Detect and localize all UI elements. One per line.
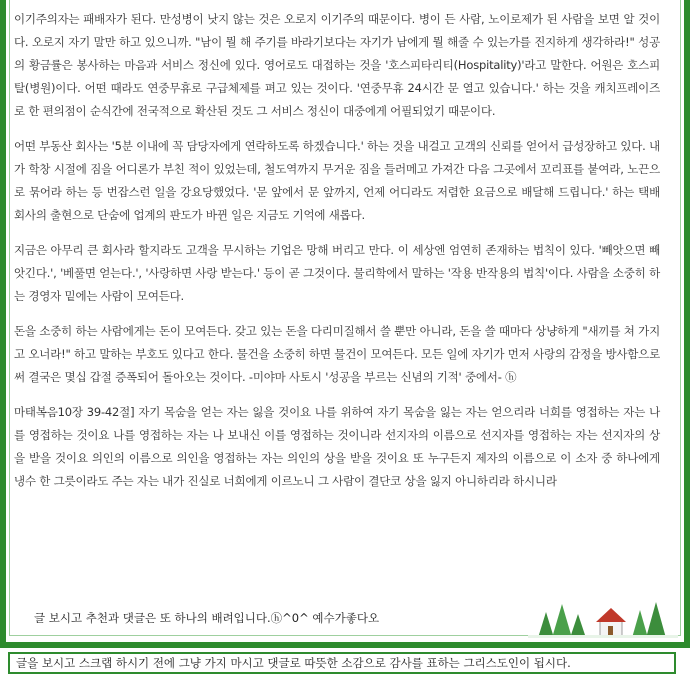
house-icon: [596, 608, 626, 636]
paragraph-4: 돈을 소중히 하는 사람에게는 돈이 모여든다. 갖고 있는 돈을 다리미질해서 쓸 뿐만 아니라, 돈을 쓸 때마다 상냥하게 "새끼를 쳐 가지고 오너라!" 하고 말하는 부호도 있다고 한다. 물건을 소중히 하면 물건이 모여든다. 모든 일에 자기가 먼저 사랑의 감정을 방사함으로써 결국은 몇십 갑절 증폭되어 돌아오는 것이다. -미야마 사토시 '성공을 부르는 신념의 기적' 중에서- ⓗ: [14, 324, 660, 384]
pine-tree-icon: [552, 604, 572, 638]
paragraph-1: 이기주의자는 패배자가 된다. 만성병이 낫지 않는 것은 오로지 이기주의 때문이다. 병이 든 사람, 노이로제가 된 사람을 보면 알 것이다. 오로지 자기 말만 하고 있으니까. "남이 뭘 해 주기를 바라기보다는 자기가 남에게 뭘 해줄 수 있는가를 진지하게 생각하라!" 성공의 황금률은 봉사하는 마음과 서비스 정신에 있다. 영어로도 대접하는 것을 '호스피타리티(Hospitality)'라고 말한다. 어원은 호스피탈(병원)이다. 어떤 때라도 연중무휴로 구급체제를 펴고 있는 것이다. '연중무휴 24시간 문 열고 있습니다.' 하는 것을 캐치프레이즈로 한 편의점이 순식간에 전국적으로 확산된 것도 그 서비스 정신이 대중에게 어필되었기 때문이다.: [14, 12, 661, 118]
paragraph-2: 어떤 부동산 회사는 '5분 이내에 꼭 담당자에게 연락하도록 하겠습니다.' 하는 것을 내걸고 고객의 신뢰를 얻어서 급성장하고 있다. 내가 학창 시절에 짐을 어디론가 부친 적이 있었는데, 철도역까지 무거운 짐을 들러메고 가져간 다음 그곳에서 꼬리표를 붙여라, 노끈으로 묶어라 하는 등 번잡스런 일을 강요당했었다. '문 앞에서 문 앞까지, 언제 어디라도 저렴한 요금으로 배달해 드립니다.' 하는 택배 회사의 출현으로 단숨에 업계의 판도가 바뀐 일은 지금도 기억에 새롭다.: [14, 139, 660, 222]
post-content: [14, 8, 660, 505]
signature-line: 글 보시고 추천과 댓글은 또 하나의 배려입니다.ⓗ^0^ 예수가좋다오: [34, 611, 380, 625]
paragraph-3: 지금은 아무리 큰 회사라 할지라도 고객을 무시하는 기업은 망해 버리고 만다. 이 세상엔 엄연히 존재하는 법칙이 있다. '빼앗으면 빼앗긴다.', '베풀면 얻는다.', '사랑하면 사랑 받는다.' 등이 곧 그것이다. 물리학에서 말하는 '작용 반작용의 법칙'이다. 사람을 소중히 하는 경영자 밑에는 사람이 모여든다.: [14, 243, 660, 303]
pine-tree-icon: [570, 614, 586, 638]
winter-scene-decoration: [528, 598, 678, 638]
pine-tree-icon: [632, 610, 648, 638]
pine-tree-icon: [646, 602, 666, 638]
footer-notice: 글을 보시고 스크랩 하시기 전에 그냥 가지 마시고 댓글로 따뜻한 소감으로 감사를 표하는 그리스도인이 됩시다.: [8, 652, 676, 674]
paragraph-5: 마태복음10장 39-42절] 자기 목숨을 얻는 자는 잃을 것이요 나를 위하여 자기 목숨을 잃는 자는 얻으리라 너희를 영접하는 자는 나를 영접하는 것이요 나를 영접하는 자는 나 보내신 이를 영접하는 것이니라 선지자의 이름으로 선지자를 영접하는 자는 선지자의 상을 받을 것이요 의인의 이름으로 의인을 영접하는 자는 의인의 상을 받을 것이요 또 누구든지 제자의 이름으로 이 소자 중 하나에게 냉수 한 그릇이라도 주는 자는 내가 진실로 너희에게 이르노니 그 사람이 결단코 상을 잃지 아니하리라 하시니라: [14, 405, 660, 488]
pine-tree-icon: [538, 612, 554, 638]
